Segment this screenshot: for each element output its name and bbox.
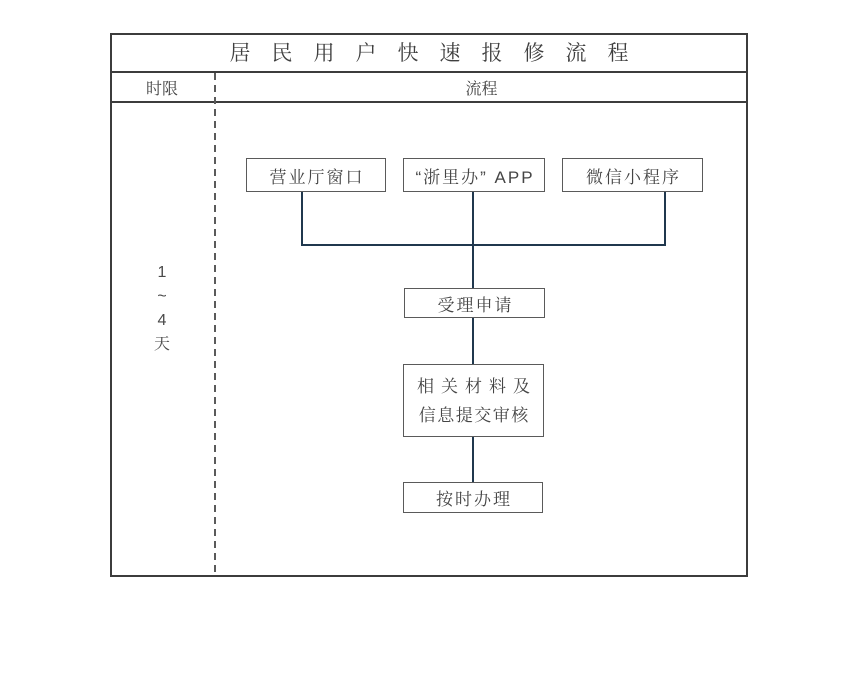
step-review-line2: 信息提交审核 [418,405,530,425]
time-limit-part: 1 [157,264,167,281]
step-box-accept-application: 受理申请 [404,288,545,318]
step-box-handle-on-time: 按时办理 [403,482,543,513]
time-limit-part: 4 [157,312,167,329]
column-divider-dashed [214,73,216,577]
flow-title: 居民用户快速报修流程 [229,42,650,65]
channel-box-business-hall: 营业厅窗口 [246,158,386,192]
connector-wechat-drop [664,192,666,245]
connector-accept-to-review [472,318,474,364]
connector-center-drop [472,192,474,288]
time-limit-part: 天 [153,336,170,353]
header-row-separator [110,101,748,103]
channel-box-wechat-miniprogram: 微信小程序 [562,158,703,192]
step-review-line1: 相关材料及 [417,376,537,396]
time-limit-label [110,261,214,357]
connector-review-to-handle [472,437,474,482]
step-box-materials-review [403,364,544,437]
time-limit-part: ~ [157,288,167,305]
process-column-header: 流程 [465,80,498,98]
channel-box-zheliban-app: “浙里办” APP [403,158,545,192]
connector-hall-drop [301,192,303,245]
time-column-header: 时限 [145,80,178,98]
connector-merge-horizontal [301,244,666,246]
